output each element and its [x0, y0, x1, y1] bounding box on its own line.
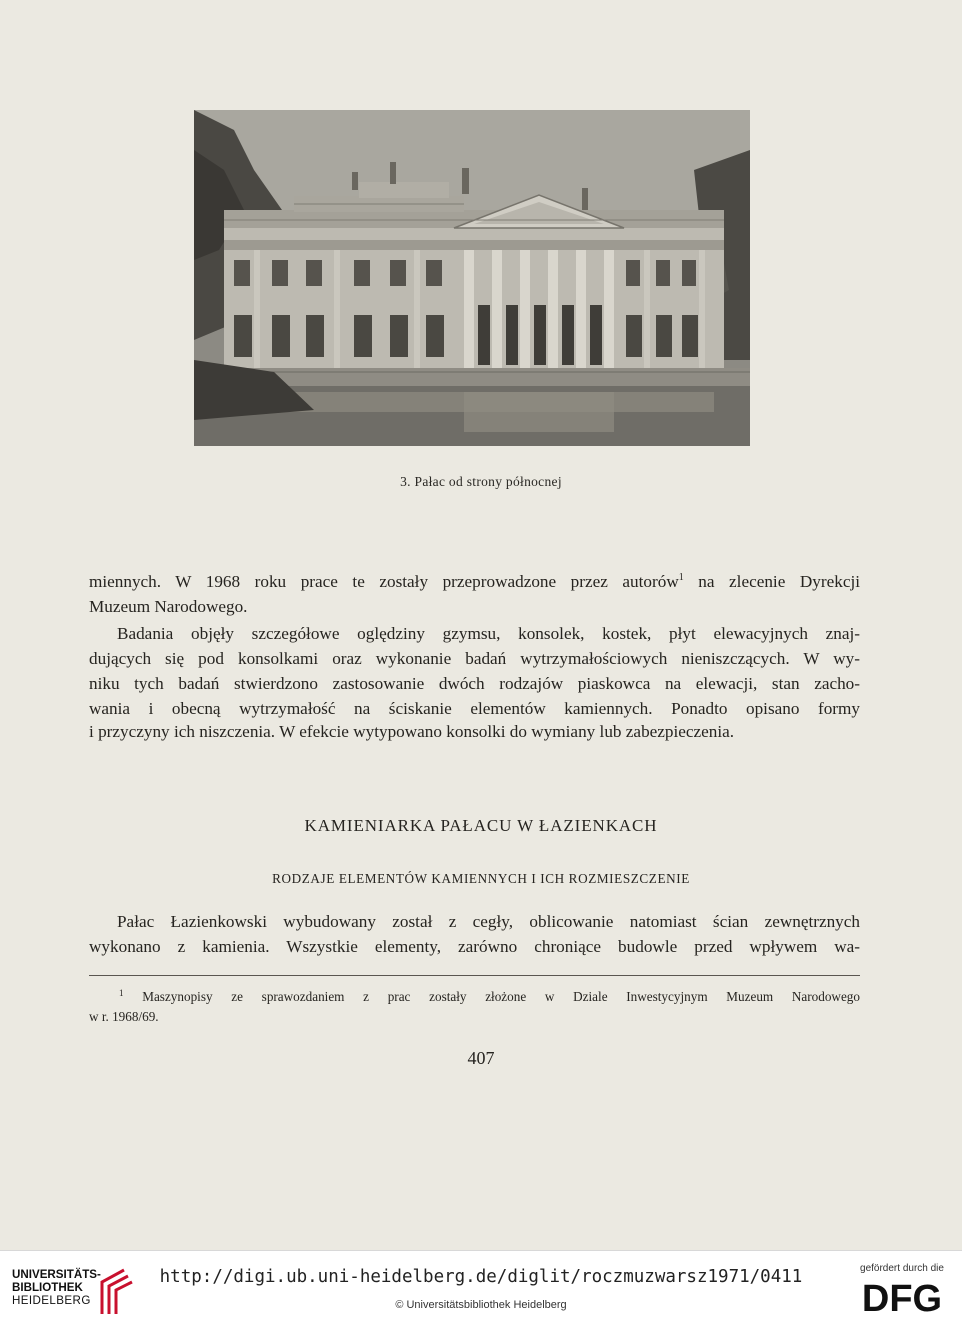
svg-text:DFG: DFG [861, 1278, 943, 1317]
body-line: niku tych badań stwierdzono zastosowanie dwóch rodzajów piaskowca na elewacji, stan zacho- [89, 674, 860, 693]
body-line: Badania objęły szczegółowe oględziny gzymsu, konsolek, kostek, płyt elewacyjnych znaj- [117, 624, 860, 643]
dfg-logo[interactable] [852, 1263, 954, 1319]
dfg-wordmark-icon [856, 1277, 948, 1317]
body-line: wania i obecną wytrzymałość na ściskanie elementów kamiennych. Ponadto opisano formy [89, 699, 860, 718]
footnote-rule [89, 975, 860, 976]
library-name: UNIVERSITÄTS- BIBLIOTHEK HEIDELBERG [12, 1268, 101, 1307]
footnote-line: $^1$ Maszynopisy ze sprawozdaniem z prac zostały złożone w Dziale Inwestycyjnym Muzeum Narodowego [119, 988, 860, 1004]
palace-photograph [194, 110, 750, 446]
body-line: Pałac Łazienkowski wybudowany został z cegły, oblicowanie natomiast ścian zewnętrznych [117, 912, 860, 931]
footer-bar [0, 1250, 962, 1324]
body-line: miennych. W 1968 roku prace te zostały przeprowadzone przez autorów$^1$ na zlecenie Dyrekcji [89, 572, 861, 591]
page-number: 407 [467, 1048, 495, 1068]
section-heading: KAMIENIARKA PAŁACU W ŁAZIENKACH [304, 816, 658, 835]
copyright-notice: © Universitätsbibliothek Heidelberg [395, 1299, 567, 1311]
permalink-url[interactable]: http://digi.ub.uni-heidelberg.de/diglit/roczmuzwarsz1971/0411 [159, 1267, 803, 1287]
body-line: Muzeum Narodowego. [89, 597, 248, 616]
funding-label: gefördert durch die [860, 1263, 944, 1274]
footnote-line: w r. 1968/69. [89, 1009, 159, 1024]
figure-caption: 3. Pałac od strony północnej [400, 474, 562, 489]
footnote-reference: 1 [678, 572, 684, 583]
body-line: i przyczyny ich niszczenia. W efekcie wytypowano konsolki do wymiany lub zabezpieczenia. [89, 722, 735, 741]
body-line: dujących się pod konsolkami oraz wykonanie badań wytrzymałościowych nieniszczących. W wy- [89, 649, 860, 668]
body-line: wykonano z kamienia. Wszystkie elementy, zarówno chroniące budowle przed wpływem wa- [89, 937, 860, 956]
subsection-heading: RODZAJE ELEMENTÓW KAMIENNYCH I ICH ROZMIESZCZENIE [272, 871, 690, 886]
footnote-marker: 1 [119, 988, 124, 998]
